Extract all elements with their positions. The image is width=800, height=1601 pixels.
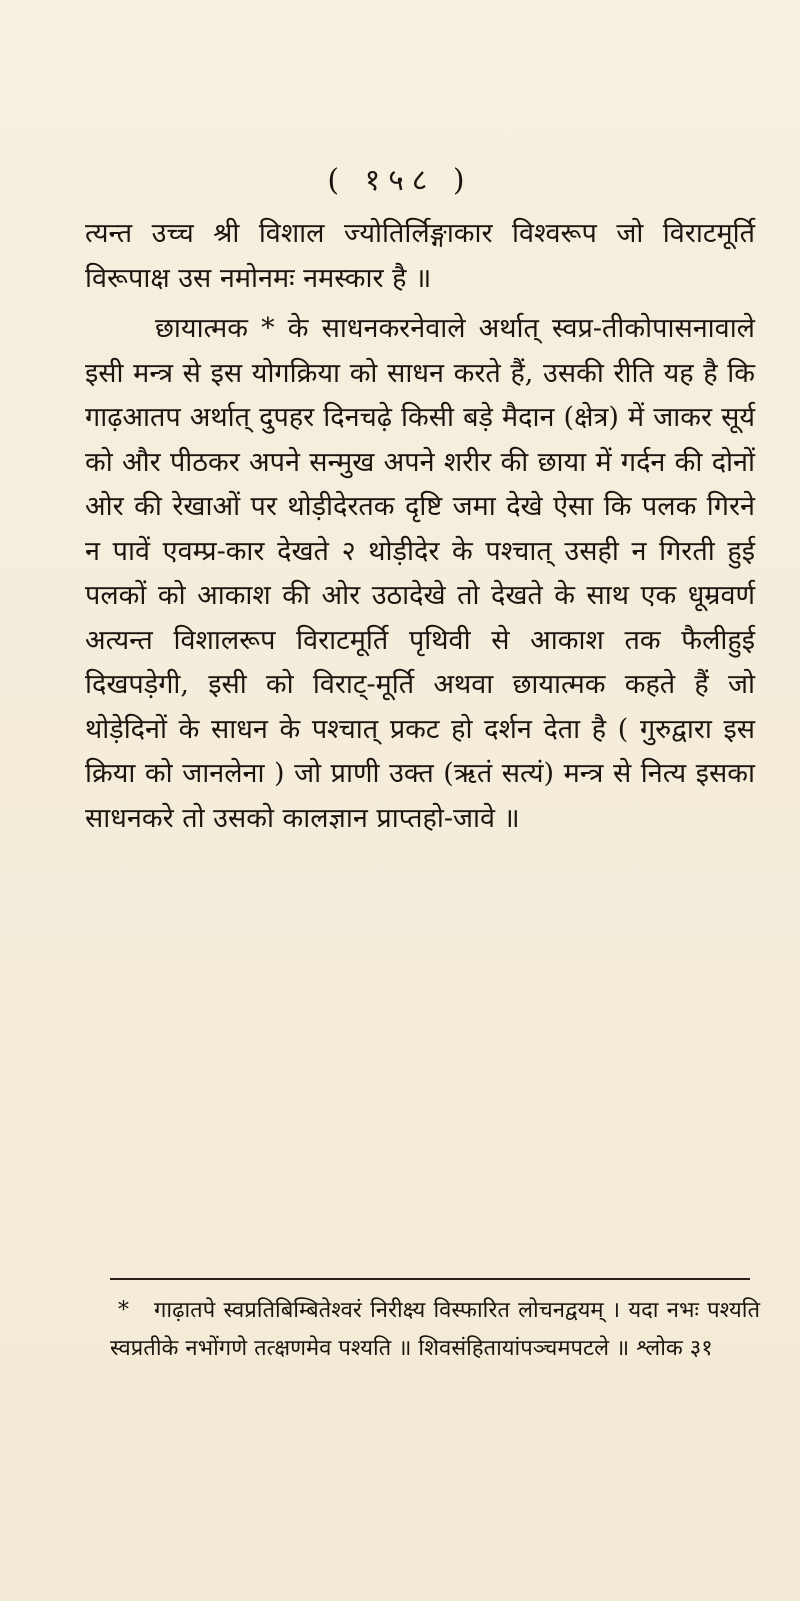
paragraph: छायात्मक * के साधनकरनेवाले अर्थात् स्वप्र-तीकोपासनावाले इसी मन्त्र से इस योगक्रिया को साधन करते हैं, उसकी रीति यह है कि गाढ़आतप अर्थात् दुपहर दिनचढ़े किसी बड़े मैदान (क्षेत्र) में जाकर सूर्य को और पीठकर अपने सन्मुख अपने शरीर की छाया में गर्दन की दोनों ओर की रेखाओं पर थोड़ीदेरतक दृष्टि जमा देखे ऐसा कि पलक गिरने न पावें एवम्प्र-कार देखते २ थोड़ीदेर के पश्चात् उसही न गिरती हुई पलकों को आकाश की ओर उठादेखे तो देखते के साथ एक धूम्रवर्ण अत्यन्त विशालरूप विराटमूर्ति पृथिवी से आकाश तक फैलीहुई दिखपड़ेगी, इसी को विराट्-मूर्ति अथवा छायात्मक कहते हैं जो थोड़ेदिनों के साधन के पश्चात् प्रकट हो दर्शन देता है ( गुरुद्वारा इस क्रिया को जानलेना ) जो प्राणी उक्त (ऋतं सत्यं) मन्त्र से नित्य इसका साधनकरे तो उसको कालज्ञान प्राप्तहो-जावे ॥ — [85, 313, 755, 834]
paragraph: त्यन्त उच्च श्री विशाल ज्योतिर्लिङ्गाकार विश्वरूप जो विराटमूर्ति विरूपाक्ष उस नमोनमः नमस्कार है ॥ — [85, 218, 755, 294]
footnote-marker: * — [118, 1298, 129, 1323]
footnote-text: गाढ़ातपे स्वप्रतिबिम्बितेश्वरं निरीक्ष्य विस्फारित लोचनद्वयम् । यदा नभः पश्यति स्वप्रतीके नभोंगणे तत्क्षणमेव पश्यति ॥ शिवसंहितायांपञ्चमपटले ॥ श्लोक ३१ — [110, 1298, 760, 1361]
main-text — [85, 212, 755, 841]
page-number: ( १५८ ) — [327, 163, 473, 198]
footnote — [110, 1292, 760, 1368]
footnote-divider — [110, 1278, 750, 1280]
